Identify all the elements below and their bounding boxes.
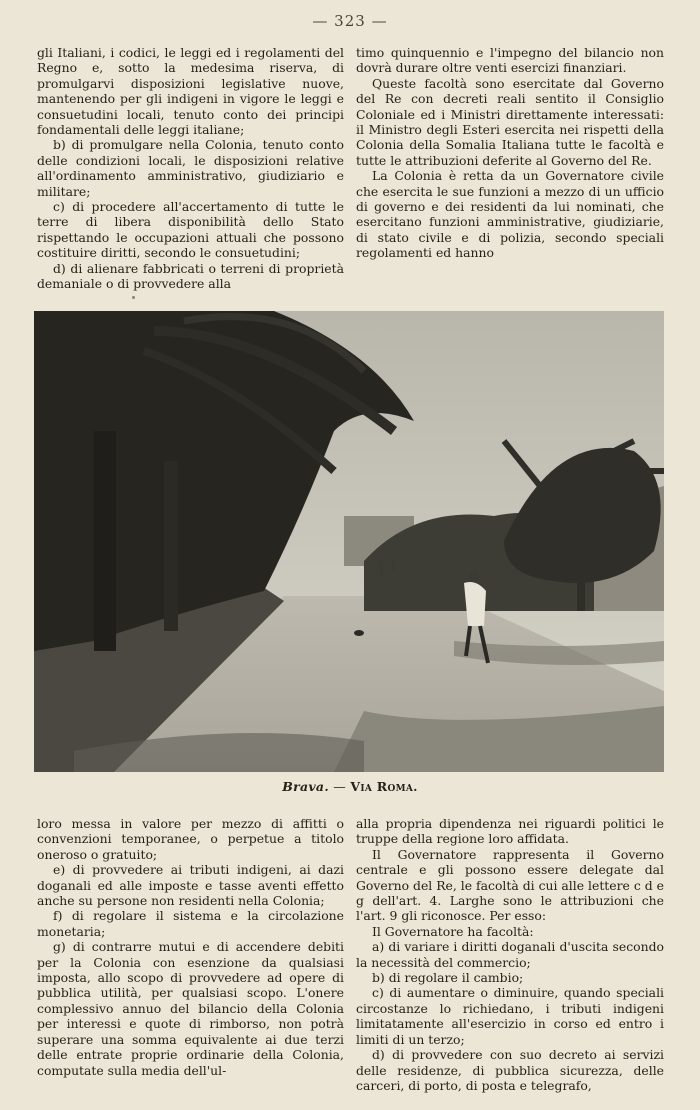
paragraph: f) di regolare il sistema e la circolazione monetaria; [37, 908, 344, 939]
text-column-top-left [37, 45, 344, 292]
paragraph: alla propria dipendenza nei riguardi politici le truppe della regione loro affidata. [356, 816, 664, 847]
paragraph: b) di promulgare nella Colonia, tenuto conto delle condizioni locali, le disposizioni relative all'ordinamento amministrativo, giudiziario e militare; [37, 137, 344, 199]
text-column-bottom-left [37, 816, 344, 1078]
paragraph: c) di aumentare o diminuire, quando speciali circostanze lo richiedano, i tributi indigeni limitatamente all'esercizio in corso ed entro i limiti di un terzo; [356, 985, 664, 1047]
paragraph: gli Italiani, i codici, le leggi ed i regolamenti del Regno e, sotto la medesima riserva, di promulgarvi disposizioni legislative nuove, mantenendo per gli indigeni in vigore le leggi e consuetudini locali, tenuto conto dei principi fondamentali delle leggi italiane; [37, 45, 344, 138]
paragraph: Queste facoltà sono esercitate dal Governo del Re con decreti reali sentito il Consiglio Coloniale ed i Ministri direttamente interessati: il Ministro degli Esteri esercita nei rispetti della Colonia della Somalia Italiana tutte le facoltà e tutte le attribuzioni deferite al Governo del Re. [356, 75, 664, 168]
caption-place: Brava. [282, 779, 329, 794]
paragraph: loro messa in valore per mezzo di affitti o convenzioni temporanee, o perpetue a titolo oneroso o gratuito; [37, 816, 344, 862]
paragraph: d) di alienare fabbricati o terreni di proprietà demaniale o di provvedere alla [37, 260, 344, 292]
text-column-top-right [356, 45, 664, 261]
paper-speck [132, 296, 135, 299]
caption-dash: — [328, 779, 351, 794]
paragraph: La Colonia è retta da un Governatore civile che esercita le sue funzioni a mezzo di un ufficio di governo e dei residenti da lui nominati, che esercitano funzioni amministrative, giudiziarie, di stato civile e di polizia, secondo speciali regolamenti ed hanno [356, 168, 664, 261]
paragraph: g) di contrarre mutui e di accendere debiti per la Colonia con esenzione da qualsiasi imposta, allo scopo di provvedere ad opere di pubblica utilità, per qualsiasi scopo. L'onere complessivo annuo del bilancio della Colonia per interessi e quote di rimborso, non potrà superare una somma equivalente ai due terzi delle entrate proprie ordinarie della Colonia, computate sulla media dell'ul- [37, 939, 344, 1078]
caption-street: Via Roma. [350, 779, 418, 794]
paragraph: Il Governatore ha facoltà: [372, 923, 534, 939]
paragraph: e) di provvedere ai tributi indigeni, ai dazi doganali ed alle imposte e tasse aventi effetto anche su persone non residenti nella Colonia; [37, 862, 344, 909]
paragraph: timo quinquennio e l'impegno del bilancio non dovrà durare oltre venti esercizi finanziari. [356, 45, 664, 76]
text-column-bottom-right [356, 816, 664, 1093]
paragraph: b) di regolare il cambio; [372, 970, 524, 986]
paragraph: c) di procedere all'accertamento di tutte le terre di libera disponibilità dello Stato rispettando le occupazioni attuali che possono costituire diritti, secondo le consuetudini; [37, 199, 344, 261]
photo-caption [0, 779, 700, 794]
street-photograph [34, 311, 664, 772]
paragraph: a) di variare i diritti doganali d'uscita secondo la necessità del commercio; [356, 939, 664, 970]
paragraph: Il Governatore rappresenta il Governo centrale e gli possono essere delegate dal Governo del Re, le facoltà di cui alle lettere c d e g dell'art. 4. Larghe sono le attribuzioni che l'art. 9 gli riconosce. Per esso: [356, 846, 664, 924]
page-number: — 323 — [312, 12, 388, 30]
paragraph: d) di provvedere con suo decreto ai servizi delle residenze, di pubblica sicurezza, delle carceri, di porto, di posta e telegrafo, [356, 1047, 664, 1093]
